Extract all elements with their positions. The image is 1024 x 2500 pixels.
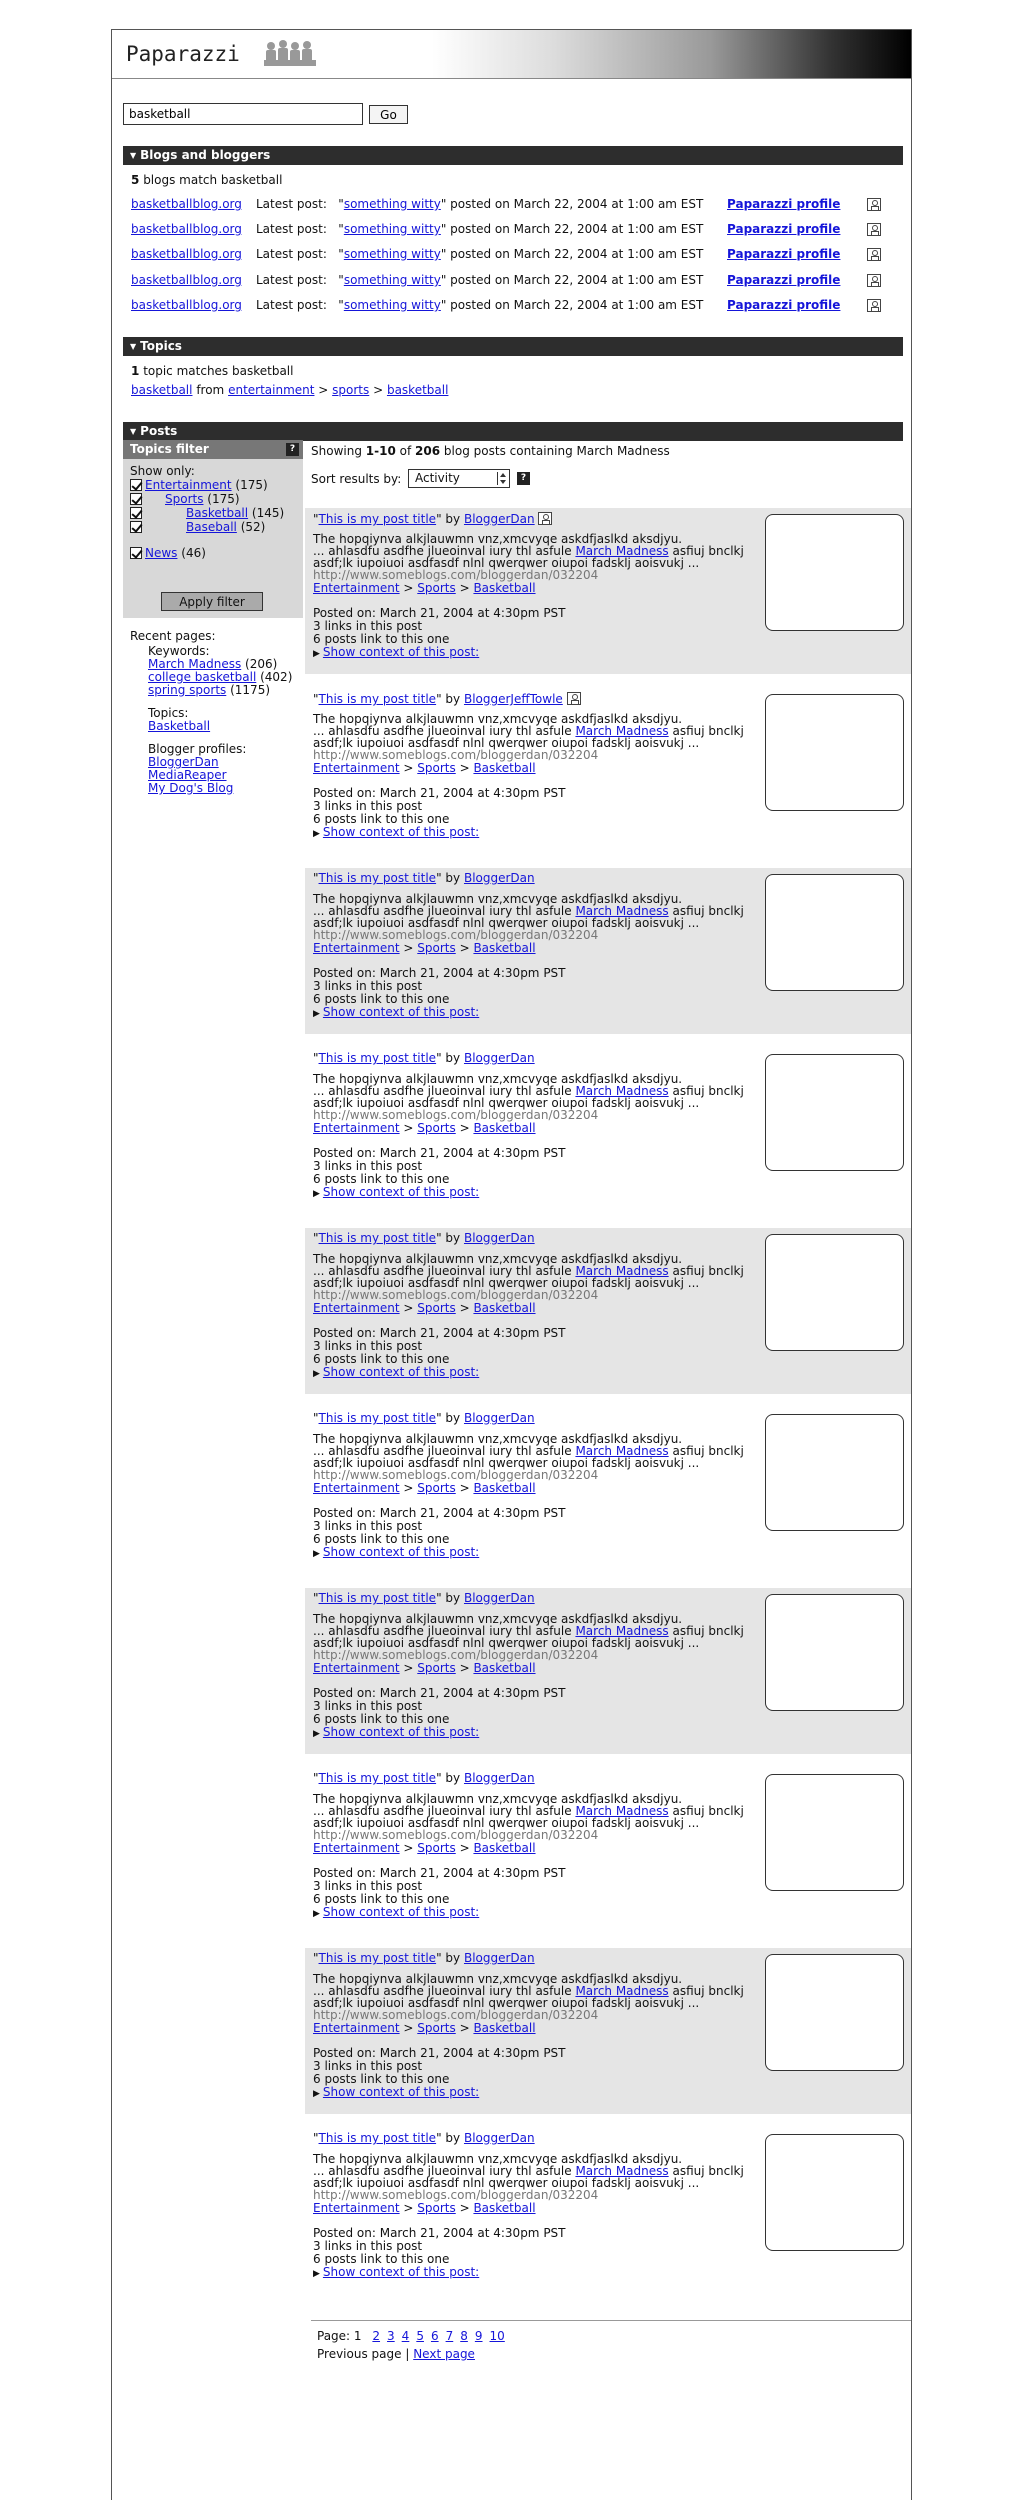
post-excerpt: asdf;lk iupoiuoi asdfasdf nlnl qwerqwer oiupoi fadsklj aoisvukj ... <box>313 2176 700 2190</box>
help-icon[interactable]: ? <box>286 443 299 456</box>
post-date: Posted on: March 21, 2004 at 4:30pm PST <box>313 1686 566 1700</box>
collapse-triangle-icon: ▼ <box>130 151 137 160</box>
topics-filter-panel <box>123 440 303 618</box>
filter-sports[interactable]: Sports (175) <box>130 492 240 506</box>
current-page: 1 <box>353 2329 362 2343</box>
post-excerpt: asdf;lk iupoiuoi asdfasdf nlnl qwerqwer oiupoi fadsklj aoisvukj ... <box>313 1276 700 1290</box>
keyword-link[interactable]: March Madness <box>575 1264 669 1278</box>
sort-select[interactable]: Activity <box>408 469 510 488</box>
category-link-sports[interactable]: Sports <box>417 581 456 595</box>
keyword-link[interactable]: March Madness <box>575 544 669 558</box>
blogger-profiles-label: Blogger profiles: <box>148 742 247 756</box>
category-link-sports[interactable]: Sports <box>417 2021 456 2035</box>
site-header <box>112 29 911 79</box>
post-item <box>305 1768 911 1934</box>
latest-post-link[interactable]: something witty <box>343 197 441 211</box>
post-links-count: 3 links in this post <box>313 1879 423 1893</box>
post-date: Posted on: March 21, 2004 at 4:30pm PST <box>313 606 566 620</box>
collapse-triangle-icon: ▼ <box>130 342 137 351</box>
spinner-arrows-icon[interactable] <box>497 472 507 485</box>
topics-label: Topics: <box>148 706 189 720</box>
latest-post: Latest post: "something witty" posted on March 22, 2004 at 1:00 am EST <box>256 197 704 211</box>
blog-row <box>131 222 891 240</box>
post-thumbnail[interactable] <box>765 1774 904 1891</box>
category-link-entertainment[interactable]: Entertainment <box>313 941 400 955</box>
post-thumbnail[interactable] <box>765 1054 904 1171</box>
post-excerpt: The hopqiynva alkjlauwmn vnz,xmcvyqe askdfjaslkd aksdjyu. <box>313 1252 683 1266</box>
post-context-toggle[interactable] <box>313 2086 479 2101</box>
post-title-link[interactable]: This is my post title <box>318 1231 437 1245</box>
post-inbound-count: 6 posts link to this one <box>313 2072 450 2086</box>
latest-post: Latest post: "something witty" posted on March 22, 2004 at 1:00 am EST <box>256 247 704 261</box>
post-categories: Entertainment > Sports > Basketball <box>313 761 536 775</box>
topic-link-basketball-leaf[interactable]: basketball <box>386 383 449 397</box>
profile-badge-icon[interactable] <box>867 198 881 211</box>
show-context-link[interactable]: Show context of this post: <box>322 2265 480 2279</box>
page-link[interactable]: 6 <box>430 2329 439 2343</box>
post-title-link[interactable]: This is my post title <box>318 871 437 885</box>
post-thumbnail[interactable] <box>765 2134 904 2251</box>
blog-link[interactable]: basketballblog.org <box>131 222 242 236</box>
topic-link-sports[interactable]: sports <box>332 383 370 397</box>
post-links-count: 3 links in this post <box>313 2239 423 2253</box>
post-item <box>305 1228 911 1394</box>
post-links-count: 3 links in this post <box>313 2059 423 2073</box>
post-excerpt: asdf;lk iupoiuoi asdfasdf nlnl qwerqwer oiupoi fadsklj aoisvukj ... <box>313 1456 700 1470</box>
recent-profile[interactable]: BloggerDan <box>148 755 219 769</box>
post-item <box>305 2128 911 2294</box>
post-author-link[interactable]: BloggerDan <box>463 1231 535 1245</box>
post-context-toggle[interactable] <box>313 1546 479 1561</box>
post-author-link[interactable]: BloggerDan <box>463 512 535 526</box>
expand-triangle-icon[interactable]: ▶ <box>313 829 320 839</box>
post-inbound-count: 6 posts link to this one <box>313 1532 450 1546</box>
post-title-link[interactable]: This is my post title <box>318 1951 437 1965</box>
collapse-triangle-icon: ▼ <box>130 427 137 436</box>
paparazzi-profile-link[interactable]: Paparazzi profile <box>727 222 841 236</box>
show-context-link[interactable]: Show context of this post: <box>322 1365 480 1379</box>
profile-badge-icon[interactable] <box>867 274 881 287</box>
category-link-entertainment[interactable]: Entertainment <box>313 2201 400 2215</box>
post-thumbnail[interactable] <box>765 1594 904 1711</box>
latest-post-link[interactable]: something witty <box>343 222 441 236</box>
post-categories: Entertainment > Sports > Basketball <box>313 941 536 955</box>
post-author-link[interactable]: BloggerDan <box>463 1771 535 1785</box>
post-excerpt: ... ahlasdfu asdfhe jlueoinval iury thl asfule March Madness asfiuj bnclkj <box>313 1804 744 1818</box>
profile-badge-icon[interactable] <box>867 299 881 312</box>
post-categories: Entertainment > Sports > Basketball <box>313 581 536 595</box>
post-url: http://www.someblogs.com/bloggerdan/032204 <box>313 748 599 762</box>
post-title-line: "This is my post title" by BloggerJeffTowle <box>313 692 581 706</box>
post-url: http://www.someblogs.com/bloggerdan/032204 <box>313 1648 599 1662</box>
category-link-entertainment[interactable]: Entertainment <box>313 1121 400 1135</box>
post-excerpt: ... ahlasdfu asdfhe jlueoinval iury thl asfule March Madness asfiuj bnclkj <box>313 1444 744 1458</box>
post-links-count: 3 links in this post <box>313 1699 423 1713</box>
post-thumbnail[interactable] <box>765 1234 904 1351</box>
show-context-link[interactable]: Show context of this post: <box>322 825 480 839</box>
post-excerpt: asdf;lk iupoiuoi asdfasdf nlnl qwerqwer oiupoi fadsklj aoisvukj ... <box>313 1636 700 1650</box>
next-page-link[interactable]: Next page <box>413 2347 475 2361</box>
post-context-toggle[interactable] <box>313 1186 479 1201</box>
recent-keyword: college basketball (402) <box>148 670 293 684</box>
blog-link[interactable]: basketballblog.org <box>131 298 242 312</box>
category-link-basketball[interactable]: Basketball <box>473 1301 536 1315</box>
recent-pages-list <box>148 645 292 795</box>
blogs-match-summary: 5 blogs match basketball <box>131 173 283 187</box>
paparazzi-profile-link[interactable]: Paparazzi profile <box>727 247 841 261</box>
show-context-link[interactable]: Show context of this post: <box>322 1905 480 1919</box>
post-categories: Entertainment > Sports > Basketball <box>313 1661 536 1675</box>
post-title-line: "This is my post title" by BloggerDan <box>313 1771 535 1785</box>
category-link-sports[interactable]: Sports <box>417 941 456 955</box>
post-excerpt: ... ahlasdfu asdfhe jlueoinval iury thl asfule March Madness asfiuj bnclkj <box>313 544 744 558</box>
post-url: http://www.someblogs.com/bloggerdan/032204 <box>313 1828 599 1842</box>
post-inbound-count: 6 posts link to this one <box>313 1172 450 1186</box>
post-item <box>305 1408 911 1574</box>
paparazzi-profile-link[interactable]: Paparazzi profile <box>727 298 841 312</box>
post-inbound-count: 6 posts link to this one <box>313 1892 450 1906</box>
show-context-link[interactable]: Show context of this post: <box>322 1545 480 1559</box>
recent-profile[interactable]: MediaReaper <box>148 768 227 782</box>
keyword-link[interactable]: March Madness <box>575 1084 669 1098</box>
topic-link-entertainment[interactable]: entertainment <box>228 383 315 397</box>
latest-post: Latest post: "something witty" posted on March 22, 2004 at 1:00 am EST <box>256 222 704 236</box>
site-logo-text: Paparazzi <box>126 42 240 66</box>
keyword-link[interactable]: March Madness <box>575 2164 669 2178</box>
post-title-link[interactable]: This is my post title <box>318 1771 437 1785</box>
previous-page-label: Previous page <box>317 2347 402 2361</box>
post-excerpt: ... ahlasdfu asdfhe jlueoinval iury thl asfule March Madness asfiuj bnclkj <box>313 1264 744 1278</box>
latest-post: Latest post: "something witty" posted on March 22, 2004 at 1:00 am EST <box>256 273 704 287</box>
go-button[interactable]: Go <box>369 105 408 124</box>
post-item <box>305 868 911 1034</box>
blog-row <box>131 298 891 316</box>
post-excerpt: The hopqiynva alkjlauwmn vnz,xmcvyqe askdfjaslkd aksdjyu. <box>313 1072 683 1086</box>
post-url: http://www.someblogs.com/bloggerdan/032204 <box>313 1468 599 1482</box>
post-excerpt: The hopqiynva alkjlauwmn vnz,xmcvyqe askdfjaslkd aksdjyu. <box>313 892 683 906</box>
category-link-sports[interactable]: Sports <box>417 1301 456 1315</box>
show-context-link[interactable]: Show context of this post: <box>322 1185 480 1199</box>
category-link-basketball[interactable]: Basketball <box>473 1121 536 1135</box>
post-date: Posted on: March 21, 2004 at 4:30pm PST <box>313 2226 566 2240</box>
post-date: Posted on: March 21, 2004 at 4:30pm PST <box>313 1146 566 1160</box>
category-link-basketball[interactable]: Basketball <box>473 2201 536 2215</box>
latest-post-link[interactable]: something witty <box>343 298 441 312</box>
post-context-toggle[interactable] <box>313 1726 479 1741</box>
category-link-entertainment[interactable]: Entertainment <box>313 1301 400 1315</box>
post-excerpt: ... ahlasdfu asdfhe jlueoinval iury thl asfule March Madness asfiuj bnclkj <box>313 724 744 738</box>
post-excerpt: The hopqiynva alkjlauwmn vnz,xmcvyqe askdfjaslkd aksdjyu. <box>313 2152 683 2166</box>
post-date: Posted on: March 21, 2004 at 4:30pm PST <box>313 1506 566 1520</box>
page-link[interactable]: 9 <box>474 2329 483 2343</box>
blogs-section-header[interactable]: ▼ Blogs and bloggers <box>123 146 903 165</box>
post-title-line: "This is my post title" by BloggerDan <box>313 871 535 885</box>
post-item <box>305 688 911 854</box>
show-context-link[interactable]: Show context of this post: <box>322 645 480 659</box>
post-thumbnail[interactable] <box>765 1414 904 1531</box>
post-excerpt: The hopqiynva alkjlauwmn vnz,xmcvyqe askdfjaslkd aksdjyu. <box>313 1432 683 1446</box>
page-link[interactable]: 2 <box>372 2329 381 2343</box>
search-input[interactable] <box>123 103 363 125</box>
show-context-link[interactable]: Show context of this post: <box>322 2085 480 2099</box>
post-title-link[interactable]: This is my post title <box>318 512 437 526</box>
post-context-toggle[interactable] <box>313 646 479 661</box>
post-excerpt: The hopqiynva alkjlauwmn vnz,xmcvyqe askdfjaslkd aksdjyu. <box>313 712 683 726</box>
post-excerpt: ... ahlasdfu asdfhe jlueoinval iury thl asfule March Madness asfiuj bnclkj <box>313 1624 744 1638</box>
show-only-label: Show only: <box>130 464 195 478</box>
keyword-link[interactable]: March Madness <box>575 1804 669 1818</box>
topics-filter-title: Topics filter ? <box>123 440 303 459</box>
post-links-count: 3 links in this post <box>313 1339 423 1353</box>
post-excerpt: The hopqiynva alkjlauwmn vnz,xmcvyqe askdfjaslkd aksdjyu. <box>313 1972 683 1986</box>
post-context-toggle[interactable] <box>313 1906 479 1921</box>
post-author-link[interactable]: BloggerJeffTowle <box>463 692 563 706</box>
recent-profile[interactable]: My Dog's Blog <box>148 781 234 795</box>
post-date: Posted on: March 21, 2004 at 4:30pm PST <box>313 1326 566 1340</box>
paparazzi-profile-link[interactable]: Paparazzi profile <box>727 197 841 211</box>
keywords-label: Keywords: <box>148 644 210 658</box>
category-link-basketball[interactable]: Basketball <box>473 1661 536 1675</box>
post-item <box>305 508 911 674</box>
post-excerpt: asdf;lk iupoiuoi asdfasdf nlnl qwerqwer oiupoi fadsklj aoisvukj ... <box>313 1996 700 2010</box>
post-date: Posted on: March 21, 2004 at 4:30pm PST <box>313 966 566 980</box>
expand-triangle-icon[interactable]: ▶ <box>313 1549 320 1559</box>
expand-triangle-icon[interactable]: ▶ <box>313 1909 320 1919</box>
post-categories: Entertainment > Sports > Basketball <box>313 1121 536 1135</box>
post-links-count: 3 links in this post <box>313 799 423 813</box>
post-url: http://www.someblogs.com/bloggerdan/032204 <box>313 2188 599 2202</box>
category-link-sports[interactable]: Sports <box>417 2201 456 2215</box>
post-thumbnail[interactable] <box>765 514 904 631</box>
keyword-link[interactable]: March Madness <box>575 1984 669 1998</box>
post-title-line: "This is my post title" by BloggerDan <box>313 1411 535 1425</box>
expand-triangle-icon[interactable]: ▶ <box>313 649 320 659</box>
post-title-line: "This is my post title" by BloggerDan <box>313 1591 535 1605</box>
topics-match-summary: 1 topic matches basketball <box>131 364 294 378</box>
keyword-link[interactable]: March Madness <box>575 1624 669 1638</box>
results-summary: Showing 1-10 of 206 blog posts containing March Madness <box>311 444 670 458</box>
post-author-link[interactable]: BloggerDan <box>463 871 535 885</box>
paparazzi-people-icon <box>262 38 322 70</box>
page-nav: Previous page | Next page <box>317 2347 475 2361</box>
profile-badge-icon[interactable] <box>867 248 881 261</box>
category-link-sports[interactable]: Sports <box>417 1841 456 1855</box>
checkbox-checked-icon[interactable] <box>130 479 142 491</box>
post-excerpt: The hopqiynva alkjlauwmn vnz,xmcvyqe askdfjaslkd aksdjyu. <box>313 532 683 546</box>
post-title-line: "This is my post title" by BloggerDan <box>313 1231 535 1245</box>
category-link-basketball[interactable]: Basketball <box>473 2021 536 2035</box>
paparazzi-profile-link[interactable]: Paparazzi profile <box>727 273 841 287</box>
post-links-count: 3 links in this post <box>313 979 423 993</box>
blog-link[interactable]: basketballblog.org <box>131 247 242 261</box>
page-link[interactable]: 5 <box>416 2329 424 2343</box>
category-link-basketball[interactable]: Basketball <box>473 581 536 595</box>
filter-basketball[interactable]: Basketball (145) <box>130 506 284 520</box>
recent-keyword: spring sports (1175) <box>148 683 271 697</box>
post-author-link[interactable]: BloggerDan <box>463 1591 535 1605</box>
post-context-toggle[interactable] <box>313 1006 479 1021</box>
profile-badge-icon[interactable] <box>538 512 552 525</box>
checkbox-checked-icon[interactable] <box>130 547 142 559</box>
post-url: http://www.someblogs.com/bloggerdan/032204 <box>313 2008 599 2022</box>
post-categories: Entertainment > Sports > Basketball <box>313 1301 536 1315</box>
page-container <box>111 29 912 2500</box>
category-link-entertainment[interactable]: Entertainment <box>313 1661 400 1675</box>
post-categories: Entertainment > Sports > Basketball <box>313 2021 536 2035</box>
post-title-line: "This is my post title" by BloggerDan <box>313 1951 535 1965</box>
checkbox-checked-icon[interactable] <box>130 507 142 519</box>
post-title-link[interactable]: This is my post title <box>318 1051 437 1065</box>
expand-triangle-icon[interactable]: ▶ <box>313 1189 320 1199</box>
blog-row <box>131 273 891 291</box>
expand-triangle-icon[interactable]: ▶ <box>313 1009 320 1019</box>
category-link-basketball[interactable]: Basketball <box>473 1841 536 1855</box>
sort-control: Sort results by: Activity ? <box>311 469 611 489</box>
post-item <box>305 1588 911 1754</box>
page-link[interactable]: 8 <box>460 2329 468 2343</box>
post-url: http://www.someblogs.com/bloggerdan/032204 <box>313 1108 599 1122</box>
post-excerpt: ... ahlasdfu asdfhe jlueoinval iury thl asfule March Madness asfiuj bnclkj <box>313 1084 744 1098</box>
post-date: Posted on: March 21, 2004 at 4:30pm PST <box>313 786 566 800</box>
post-title-link[interactable]: This is my post title <box>318 692 437 706</box>
post-excerpt: The hopqiynva alkjlauwmn vnz,xmcvyqe askdfjaslkd aksdjyu. <box>313 1612 683 1626</box>
post-excerpt: asdf;lk iupoiuoi asdfasdf nlnl qwerqwer oiupoi fadsklj aoisvukj ... <box>313 1096 700 1110</box>
checkbox-checked-icon[interactable] <box>130 493 142 505</box>
post-url: http://www.someblogs.com/bloggerdan/032204 <box>313 928 599 942</box>
latest-post: Latest post: "something witty" posted on March 22, 2004 at 1:00 am EST <box>256 298 704 312</box>
post-excerpt: ... ahlasdfu asdfhe jlueoinval iury thl asfule March Madness asfiuj bnclkj <box>313 1984 744 1998</box>
page-link[interactable]: 10 <box>489 2329 505 2343</box>
post-title-link[interactable]: This is my post title <box>318 1411 437 1425</box>
post-title-link[interactable]: This is my post title <box>318 1591 437 1605</box>
category-link-entertainment[interactable]: Entertainment <box>313 1481 400 1495</box>
post-item <box>305 1048 911 1214</box>
post-context-toggle[interactable] <box>313 2266 479 2281</box>
recent-keyword: March Madness (206) <box>148 657 278 671</box>
post-url: http://www.someblogs.com/bloggerdan/032204 <box>313 1288 599 1302</box>
latest-post-link[interactable]: something witty <box>343 273 441 287</box>
post-inbound-count: 6 posts link to this one <box>313 632 450 646</box>
checkbox-checked-icon[interactable] <box>130 521 142 533</box>
post-excerpt: ... ahlasdfu asdfhe jlueoinval iury thl asfule March Madness asfiuj bnclkj <box>313 2164 744 2178</box>
post-links-count: 3 links in this post <box>313 619 423 633</box>
post-author-link[interactable]: BloggerDan <box>463 2131 535 2145</box>
post-thumbnail[interactable] <box>765 874 904 991</box>
expand-triangle-icon[interactable]: ▶ <box>313 2269 320 2279</box>
category-link-entertainment[interactable]: Entertainment <box>313 1841 400 1855</box>
post-author-link[interactable]: BloggerDan <box>463 1951 535 1965</box>
category-link-entertainment[interactable]: Entertainment <box>313 761 400 775</box>
blog-link[interactable]: basketballblog.org <box>131 197 242 211</box>
post-excerpt: asdf;lk iupoiuoi asdfasdf nlnl qwerqwer oiupoi fadsklj aoisvukj ... <box>313 736 700 750</box>
post-inbound-count: 6 posts link to this one <box>313 992 450 1006</box>
apply-filter-button[interactable]: Apply filter <box>161 592 263 611</box>
category-link-entertainment[interactable]: Entertainment <box>313 2021 400 2035</box>
topic-path: basketball from entertainment > sports > basketball <box>131 383 449 397</box>
profile-badge-icon[interactable] <box>567 692 581 705</box>
post-excerpt: asdf;lk iupoiuoi asdfasdf nlnl qwerqwer oiupoi fadsklj aoisvukj ... <box>313 556 700 570</box>
post-title-line: "This is my post title" by BloggerDan <box>313 1051 535 1065</box>
post-title-link[interactable]: This is my post title <box>318 2131 437 2145</box>
post-excerpt: asdf;lk iupoiuoi asdfasdf nlnl qwerqwer oiupoi fadsklj aoisvukj ... <box>313 916 700 930</box>
post-author-link[interactable]: BloggerDan <box>463 1411 535 1425</box>
blog-link[interactable]: basketballblog.org <box>131 273 242 287</box>
post-excerpt: The hopqiynva alkjlauwmn vnz,xmcvyqe askdfjaslkd aksdjyu. <box>313 1792 683 1806</box>
post-context-toggle[interactable] <box>313 826 479 841</box>
pagination: Page: 1 2 3 4 5 6 7 8 9 10 <box>317 2329 505 2343</box>
expand-triangle-icon[interactable]: ▶ <box>313 1369 320 1379</box>
post-inbound-count: 6 posts link to this one <box>313 1712 450 1726</box>
blog-row <box>131 197 891 215</box>
help-icon[interactable]: ? <box>517 472 530 485</box>
post-item <box>305 1948 911 2114</box>
post-title-line: "This is my post title" by BloggerDan <box>313 512 552 526</box>
category-link-entertainment[interactable]: Entertainment <box>313 581 400 595</box>
post-inbound-count: 6 posts link to this one <box>313 2252 450 2266</box>
category-link-sports[interactable]: Sports <box>417 1481 456 1495</box>
post-excerpt: ... ahlasdfu asdfhe jlueoinval iury thl asfule March Madness asfiuj bnclkj <box>313 904 744 918</box>
post-thumbnail[interactable] <box>765 694 904 811</box>
post-inbound-count: 6 posts link to this one <box>313 812 450 826</box>
post-title-line: "This is my post title" by BloggerDan <box>313 2131 535 2145</box>
post-inbound-count: 6 posts link to this one <box>313 1352 450 1366</box>
post-date: Posted on: March 21, 2004 at 4:30pm PST <box>313 2046 566 2060</box>
filter-entertainment[interactable]: Entertainment (175) <box>130 478 268 492</box>
page-link[interactable]: 7 <box>445 2329 454 2343</box>
post-thumbnail[interactable] <box>765 1954 904 2071</box>
recent-topic[interactable]: Basketball <box>148 719 211 733</box>
post-excerpt: asdf;lk iupoiuoi asdfasdf nlnl qwerqwer oiupoi fadsklj aoisvukj ... <box>313 1816 700 1830</box>
category-link-basketball[interactable]: Basketball <box>473 761 536 775</box>
post-categories: Entertainment > Sports > Basketball <box>313 2201 536 2215</box>
post-date: Posted on: March 21, 2004 at 4:30pm PST <box>313 1866 566 1880</box>
post-categories: Entertainment > Sports > Basketball <box>313 1481 536 1495</box>
category-link-sports[interactable]: Sports <box>417 1121 456 1135</box>
filter-baseball[interactable]: Baseball (52) <box>130 520 265 534</box>
category-link-basketball[interactable]: Basketball <box>473 1481 536 1495</box>
post-author-link[interactable]: BloggerDan <box>463 1051 535 1065</box>
expand-triangle-icon[interactable]: ▶ <box>313 1729 320 1739</box>
blog-row <box>131 247 891 265</box>
post-context-toggle[interactable] <box>313 1366 479 1381</box>
recent-pages-title: Recent pages: <box>130 629 216 643</box>
keyword-link[interactable]: March Madness <box>575 724 669 738</box>
show-context-link[interactable]: Show context of this post: <box>322 1725 480 1739</box>
page-link[interactable]: 3 <box>387 2329 395 2343</box>
post-url: http://www.someblogs.com/bloggerdan/032204 <box>313 568 599 582</box>
keyword-link[interactable]: March Madness <box>575 1444 669 1458</box>
topics-section-header[interactable]: ▼ Topics <box>123 337 903 356</box>
post-links-count: 3 links in this post <box>313 1519 423 1533</box>
latest-post-link[interactable]: something witty <box>343 247 441 261</box>
profile-badge-icon[interactable] <box>867 223 881 236</box>
category-link-sports[interactable]: Sports <box>417 761 456 775</box>
keyword-link[interactable]: March Madness <box>575 904 669 918</box>
pagination-divider <box>311 2320 911 2321</box>
page-link[interactable]: 4 <box>401 2329 410 2343</box>
topic-link-basketball[interactable]: basketball <box>131 383 193 397</box>
category-link-sports[interactable]: Sports <box>417 1661 456 1675</box>
filter-news[interactable]: News (46) <box>130 546 206 560</box>
posts-section-header[interactable]: ▼ Posts <box>123 422 903 441</box>
show-context-link[interactable]: Show context of this post: <box>322 1005 480 1019</box>
post-links-count: 3 links in this post <box>313 1159 423 1173</box>
post-categories: Entertainment > Sports > Basketball <box>313 1841 536 1855</box>
expand-triangle-icon[interactable]: ▶ <box>313 2089 320 2099</box>
category-link-basketball[interactable]: Basketball <box>473 941 536 955</box>
